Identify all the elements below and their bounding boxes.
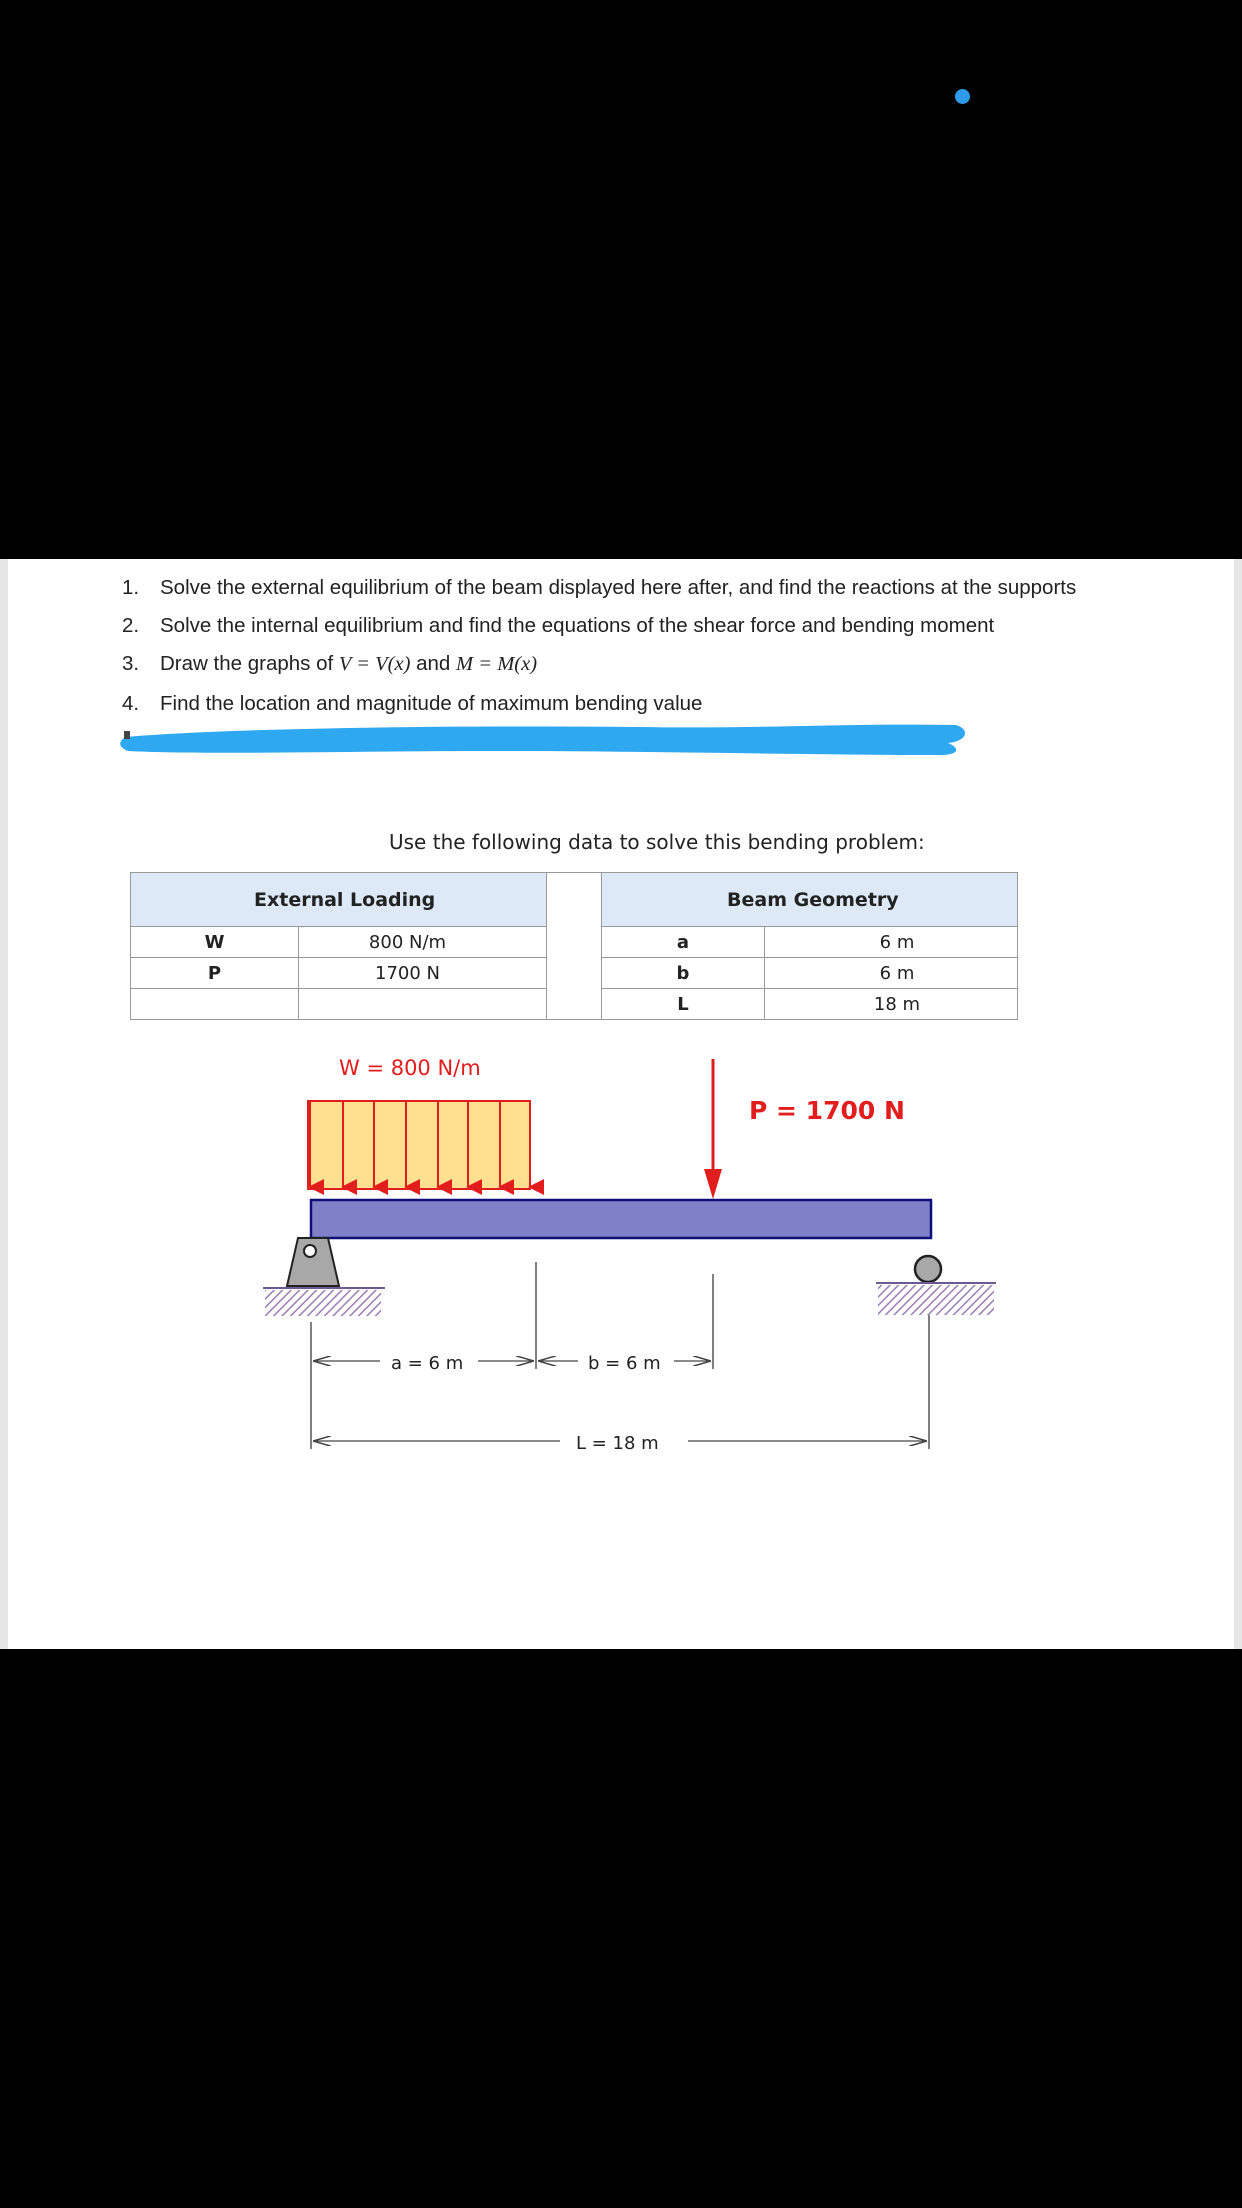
table-gap bbox=[547, 873, 602, 1020]
external-loading-header: External Loading bbox=[131, 873, 547, 927]
roller-support bbox=[915, 1256, 941, 1282]
table-value: 18 m bbox=[765, 989, 1018, 1020]
table-value bbox=[299, 989, 547, 1020]
table-key: b bbox=[602, 958, 765, 989]
a-dimension-label: a = 6 m bbox=[391, 1353, 464, 1374]
beam-geometry-header: Beam Geometry bbox=[602, 873, 1018, 927]
table-value: 6 m bbox=[765, 958, 1018, 989]
distributed-load bbox=[308, 1101, 530, 1189]
table-key: a bbox=[602, 927, 765, 958]
table-value: 6 m bbox=[765, 927, 1018, 958]
highlight-scribble bbox=[118, 711, 978, 761]
table-key: P bbox=[131, 958, 299, 989]
w-label: W = 800 N/m bbox=[339, 1056, 481, 1080]
table-value: 800 N/m bbox=[299, 927, 547, 958]
table-key bbox=[131, 989, 299, 1020]
pin-hinge bbox=[304, 1245, 316, 1257]
point-load-arrowhead bbox=[704, 1169, 722, 1199]
roller-ground bbox=[878, 1285, 994, 1315]
data-table bbox=[130, 872, 1018, 1020]
expression-m: M = M(x) bbox=[456, 653, 538, 675]
document-page: 1. Solve the external equilibrium of the beam displayed here after, and find the reactions at the supports 2. Solve the internal equilibrium and find the equations of the shear force and bending moment 3. Draw the graphs of V = V(x) and M = M(x) 4. Find the location and magnitude of maximum bending value Use the following data to solve this bending problem: External Loading Beam Geometry W 800 N/m a 6 m P 1700 N b 6 m L 18 m W = 800 N/m P = 1700 N a = 6 m b = 6 m L = 18 m bbox=[0, 559, 1242, 1649]
table-key: L bbox=[602, 989, 765, 1020]
pin-ground bbox=[265, 1290, 381, 1316]
table-key: W bbox=[131, 927, 299, 958]
b-dimension-label: b = 6 m bbox=[588, 1353, 661, 1374]
intro-text: Use the following data to solve this bending problem: bbox=[389, 830, 925, 854]
beam-diagram bbox=[8, 1029, 1234, 1589]
l-dimension-label: L = 18 m bbox=[576, 1433, 659, 1454]
p-label: P = 1700 N bbox=[749, 1096, 905, 1125]
status-dot bbox=[955, 89, 970, 104]
beam bbox=[311, 1200, 931, 1238]
table-value: 1700 N bbox=[299, 958, 547, 989]
expression-v: V = V(x) bbox=[338, 653, 411, 675]
